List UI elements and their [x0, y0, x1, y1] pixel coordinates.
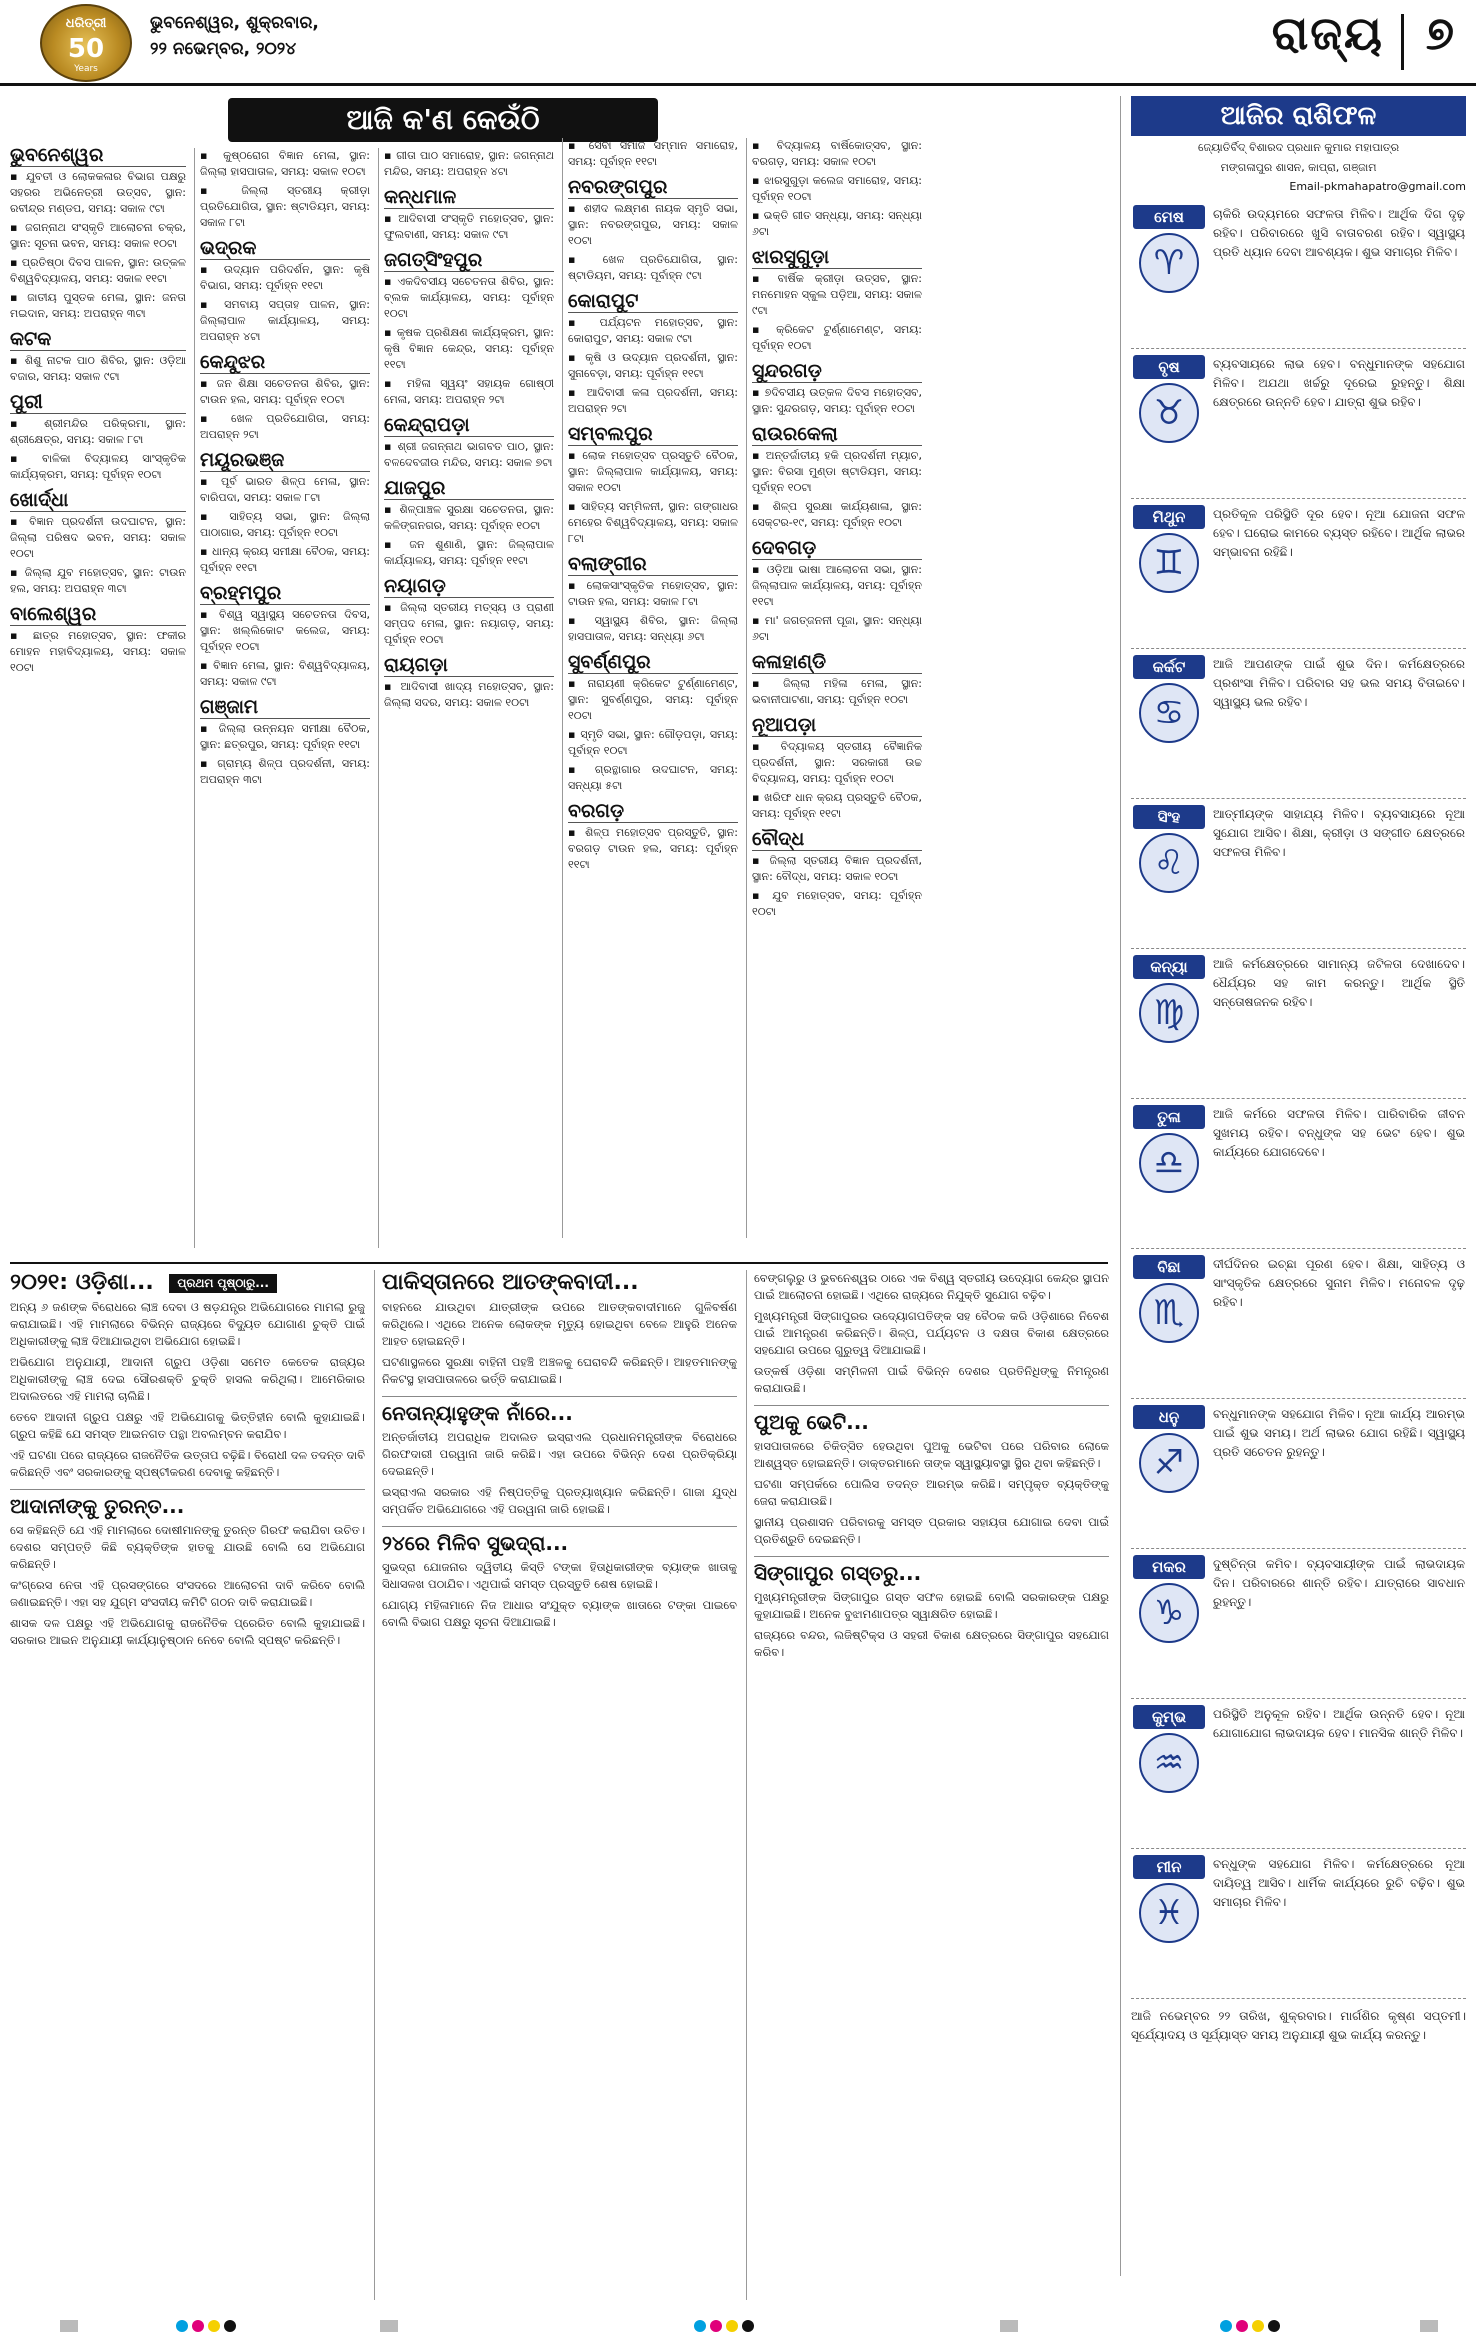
story-paragraph: ଅଭିଯୋଗ ଅନୁଯାୟୀ, ଆଦାନୀ ଗ୍ରୁପ ଓଡ଼ିଶା ସମେତ କେତେକ ରାଜ୍ୟର ଅଧିକାରୀଙ୍କୁ ଲାଞ୍ଚ ଦେଇ ସୌରଶକ୍ତି ଚୁକ୍ତି ହାସଲ କରିଥିଲା। ଆମେରିକାର ଅଦାଲତରେ ଏହି ମାମଲା ଚାଲିଛି। — [10, 1355, 365, 1403]
zodiac-sign-name: କନ୍ୟା — [1133, 955, 1205, 979]
zodiac-sign-entry — [1131, 1549, 1466, 1699]
event-item: ▪ ଶ୍ରୀମନ୍ଦିର ପରିକ୍ରମା, ସ୍ଥାନ: ଶ୍ରୀକ୍ଷେତ୍ର, ସମୟ: ସକାଳ ୮ଟା — [10, 416, 186, 448]
city-heading: କଳାହାଣ୍ଡି — [752, 651, 922, 674]
city-heading: ଜଗତ୍ସିଂହପୁର — [384, 249, 554, 272]
event-item: ▪ ଝାରସୁଗୁଡ଼ା କଲେଜ ସମାରୋହ, ସମୟ: ପୂର୍ବାହ୍ନ ୧୦ଟା — [752, 173, 922, 205]
city-heading: ବ୍ରହ୍ମପୁର — [200, 582, 370, 605]
story-paragraph: ଏହି ଘଟଣା ପରେ ରାଜ୍ୟରେ ରାଜନୈତିକ ଉତ୍ତାପ ବଢ଼ିଛି। ବିରୋଧୀ ଦଳ ତଦନ୍ତ ଦାବି କରିଛନ୍ତି ଏବଂ ସରକାରଙ୍କୁ ସ୍ପଷ୍ଟୀକରଣ ଦେବାକୁ କହିଛନ୍ତି। — [10, 1448, 365, 1479]
zodiac-prediction: ଆତ୍ମୀୟଙ୍କ ସାହାଯ୍ୟ ମିଳିବ। ବ୍ୟବସାୟରେ ନୂଆ ସୁଯୋଗ ଆସିବ। ଶିକ୍ଷା, କ୍ରୀଡ଼ା ଓ ସଙ୍ଗୀତ କ୍ଷେତ୍ରରେ ସଫଳତା ମିଳିବ। — [1213, 807, 1465, 859]
zodiac-sign-entry — [1131, 499, 1466, 649]
event-item: ▪ ଶହୀଦ ଲକ୍ଷ୍ମଣ ନାୟକ ସ୍ମୃତି ସଭା, ସ୍ଥାନ: ନବରଙ୍ଗପୁର, ସମୟ: ସକାଳ ୧୦ଟା — [568, 201, 738, 249]
city-heading: ବରଗଡ଼ — [568, 800, 738, 823]
event-item: ▪ ଯୁବତୀ ଓ ଲୋକକଳାର ବିଭାଗ ପକ୍ଷରୁ ସହରର ଅଭିନେତ୍ରୀ ଉତ୍ସବ, ସ୍ଥାନ: ରବୀନ୍ଦ୍ର ମଣ୍ଡପ, ସମୟ: ସକାଳ ୯ଟା — [10, 169, 186, 217]
events-column — [194, 148, 370, 1248]
zodiac-prediction: ଦୁଷ୍ଚିନ୍ତା କମିବ। ବ୍ୟବସାୟୀଙ୍କ ପାଇଁ ଲାଭଦାୟକ ଦିନ। ପରିବାରରେ ଶାନ୍ତି ରହିବ। ଯାତ୍ରାରେ ସାବଧାନ ରୁହନ୍ତୁ। — [1213, 1557, 1465, 1609]
zodiac-symbol-icon: ♐ — [1139, 1433, 1199, 1493]
registration-block — [1420, 2320, 1438, 2332]
events-column — [10, 138, 186, 1238]
event-item: ▪ ମହିଳା ସ୍ୱୟଂ ସହାୟକ ଗୋଷ୍ଠୀ ମେଳା, ସମୟ: ଅପରାହ୍ନ ୨ଟା — [384, 376, 554, 408]
city-heading: ଗଞ୍ଜାମ — [200, 696, 370, 719]
event-item: ▪ ଜନ ଶୁଣାଣି, ସ୍ଥାନ: ଜିଲ୍ଲାପାଳ କାର୍ଯ୍ୟାଳୟ, ସମୟ: ପୂର୍ବାହ୍ନ ୧୧ଟା — [384, 537, 554, 569]
zodiac-sign-entry — [1131, 199, 1466, 349]
registration-block — [380, 2320, 398, 2332]
zodiac-prediction: ଆଜି କର୍ମରେ ସଫଳତା ମିଳିବ। ପାରିବାରିକ ଜୀବନ ସୁଖମୟ ରହିବ। ବନ୍ଧୁଙ୍କ ସହ ଭେଟ ହେବ। ଶୁଭ କାର୍ଯ୍ୟରେ ଯୋଗଦେବେ। — [1213, 1107, 1465, 1159]
city-heading: କନ୍ଧମାଳ — [384, 186, 554, 209]
zodiac-prediction: ବନ୍ଧୁଙ୍କ ସହଯୋଗ ମିଳିବ। କର୍ମକ୍ଷେତ୍ରରେ ନୂଆ ଦାୟିତ୍ୱ ଆସିବ। ଧାର୍ମିକ କାର୍ଯ୍ୟରେ ରୁଚି ବଢ଼ିବ। ଶୁଭ ସମାଚାର ମିଳିବ। — [1213, 1857, 1465, 1909]
event-item: ▪ ୭ଦିବସୀୟ ଉତ୍କଳ ଦିବସ ମହୋତ୍ସବ, ସ୍ଥାନ: ସୁନ୍ଦରଗଡ଼, ସମୟ: ପୂର୍ବାହ୍ନ ୧୦ଟା — [752, 385, 922, 417]
event-item: ▪ ଜିଲ୍ଲା ମହିଳା ମେଳା, ସ୍ଥାନ: ଭବାନୀପାଟଣା, ସମୟ: ପୂର୍ବାହ୍ନ ୧୦ଟା — [752, 676, 922, 708]
zodiac-sign-entry — [1131, 1699, 1466, 1849]
story-paragraph: ତେବେ ଆଦାନୀ ଗ୍ରୁପ ପକ୍ଷରୁ ଏହି ଅଭିଯୋଗକୁ ଭିତ୍ତିହୀନ ବୋଲି କୁହାଯାଇଛି। ଗ୍ରୁପ କହିଛି ଯେ ସମସ୍ତ ଆଇନଗତ ପନ୍ଥା ଅବଲମ୍ବନ କରାଯିବ। — [10, 1410, 365, 1441]
zodiac-sign-name: ସିଂହ — [1133, 805, 1205, 829]
events-column — [378, 148, 554, 1248]
event-item: ▪ ଗ୍ରାମ୍ୟ ଶିଳ୍ପ ପ୍ରଦର୍ଶନୀ, ସମୟ: ଅପରାହ୍ନ ୩ଟା — [200, 756, 370, 788]
story-paragraph: ସୁଭଦ୍ରା ଯୋଜନାର ଦ୍ୱିତୀୟ କିସ୍ତି ଟଙ୍କା ହିତାଧିକାରୀଙ୍କ ବ୍ୟାଙ୍କ ଖାତାକୁ ସିଧାସଳଖ ପଠାଯିବ। ଏଥିପାଇଁ ସମସ୍ତ ପ୍ରସ୍ତୁତି ଶେଷ ହୋଇଛି। — [382, 1560, 737, 1591]
event-item: ▪ ବାର୍ଷିକ କ୍ରୀଡ଼ା ଉତ୍ସବ, ସ୍ଥାନ: ମନମୋହନ ସ୍କୁଲ ପଡ଼ିଆ, ସମୟ: ସକାଳ ୯ଟା — [752, 271, 922, 319]
city-heading: ବଲାଙ୍ଗୀର — [568, 553, 738, 576]
event-item: ▪ ସେବା ସମାଜ ସମ୍ମାନ ସମାରୋହ, ସମୟ: ପୂର୍ବାହ୍ନ ୧୧ଟା — [568, 138, 738, 170]
event-item: ▪ ଉଦ୍ୟାନ ପରିଦର୍ଶନ, ସ୍ଥାନ: କୃଷି ବିଭାଗ, ସମୟ: ପୂର୍ବାହ୍ନ ୧୧ଟା — [200, 262, 370, 294]
event-item: ▪ ଲୋକସାଂସ୍କୃତିକ ମହୋତ୍ସବ, ସ୍ଥାନ: ଟାଉନ ହଲ, ସମୟ: ସକାଳ ୮ଟା — [568, 578, 738, 610]
event-item: ▪ ବିଜ୍ଞାନ ପ୍ରଦର୍ଶନୀ ଉଦଘାଟନ, ସ୍ଥାନ: ଜିଲ୍ଲା ପରିଷଦ ଭବନ, ସମୟ: ସକାଳ ୧୦ଟା — [10, 514, 186, 562]
city-heading: ରାଉରକେଲା — [752, 423, 922, 446]
zodiac-sign-entry — [1131, 1249, 1466, 1399]
registration-block — [60, 2320, 78, 2332]
event-item: ▪ ଖେଳ ପ୍ରତିଯୋଗିତା, ସ୍ଥାନ: ଷ୍ଟାଡିୟମ, ସମୟ: ପୂର୍ବାହ୍ନ ୯ଟା — [568, 252, 738, 284]
story-paragraph: ଇସ୍ରାଏଲ ସରକାର ଏହି ନିଷ୍ପତ୍ତିକୁ ପ୍ରତ୍ୟାଖ୍ୟାନ କରିଛନ୍ତି। ଗାଜା ଯୁଦ୍ଧ ସମ୍ପର୍କିତ ଅଭିଯୋଗରେ ଏହି ପରୱାନା ଜାରି ହୋଇଛି। — [382, 1485, 737, 1516]
city-heading: ଝାରସୁଗୁଡ଼ା — [752, 246, 922, 269]
sub-headline: ୨୪ରେ ମିଳିବ ସୁଭଦ୍ରା... — [382, 1526, 737, 1555]
events-title: ଆଜି କ'ଣ କେଉଁଠି — [228, 98, 658, 142]
story-paragraph: ମୁଖ୍ୟମନ୍ତ୍ରୀ ସିଙ୍ଗାପୁରର ଉଦ୍ୟୋଗପତିଙ୍କ ସହ ବୈଠକ କରି ଓଡ଼ିଶାରେ ନିବେଶ ପାଇଁ ଆମନ୍ତ୍ରଣ କରିଛନ୍ତି। ଶିଳ୍ପ, ପର୍ଯ୍ୟଟନ ଓ ଦକ୍ଷତା ବିକାଶ କ୍ଷେତ୍ରରେ ସହଯୋଗ ଉପରେ ଗୁରୁତ୍ୱ ଦିଆଯାଇଛି। — [754, 1309, 1109, 1357]
print-registration-bar — [0, 2316, 1476, 2339]
city-heading: ନୟାଗଡ଼ — [384, 575, 554, 598]
zodiac-symbol-icon: ♒ — [1139, 1733, 1199, 1793]
story-paragraph: ଯୋଗ୍ୟ ମହିଳାମାନେ ନିଜ ଆଧାର ସଂଯୁକ୍ତ ବ୍ୟାଙ୍କ ଖାତାରେ ଟଙ୍କା ପାଇବେ ବୋଲି ବିଭାଗ ପକ୍ଷରୁ ସୂଚନା ଦିଆଯାଇଛି। — [382, 1598, 737, 1629]
story-paragraph: ବେଙ୍ଗଲୁରୁ ଓ ଭୁବନେଶ୍ୱର ଠାରେ ଏକ ବିଶ୍ୱ ସ୍ତରୀୟ ଉଦ୍ୟୋଗ କେନ୍ଦ୍ର ସ୍ଥାପନ ପାଇଁ ଆଲୋଚନା ହୋଇଛି। ଏଥିରେ ରାଜ୍ୟରେ ନିଯୁକ୍ତି ସୁଯୋଗ ବଢ଼ିବ। — [754, 1271, 1109, 1302]
event-item: ▪ ଆଦିବାସୀ ଖାଦ୍ୟ ମହୋତ୍ସବ, ସ୍ଥାନ: ଜିଲ୍ଲା ସଦର, ସମୟ: ସକାଳ ୧୦ଟା — [384, 679, 554, 711]
event-item: ▪ ସମବାୟ ସପ୍ତାହ ପାଳନ, ସ୍ଥାନ: ଜିଲ୍ଲାପାଳ କାର୍ଯ୍ୟାଳୟ, ସମୟ: ଅପରାହ୍ନ ୪ଟା — [200, 297, 370, 345]
astrologer-address: ମଙ୍ଗଳାପୁର ଶାସନ, କାପ୍ରା, ଗଞ୍ଜାମ — [1220, 161, 1377, 174]
newspaper-logo[interactable] — [40, 4, 132, 82]
event-item: ▪ ଶିଳ୍ପ ମହୋତ୍ସବ ପ୍ରସ୍ତୁତି, ସ୍ଥାନ: ବରଗଡ଼ ଟାଉନ ହଲ, ସମୟ: ପୂର୍ବାହ୍ନ ୧୧ଟା — [568, 825, 738, 873]
event-item: ▪ ପର୍ଯ୍ୟଟନ ମହୋତ୍ସବ, ସ୍ଥାନ: କୋରାପୁଟ, ସମୟ: ସକାଳ ୯ଟା — [568, 315, 738, 347]
zodiac-sign-entry — [1131, 1849, 1466, 1999]
event-item: ▪ ଏକଦିବସୀୟ ସଚେତନତା ଶିବିର, ସ୍ଥାନ: ବ୍ଲକ କାର୍ଯ୍ୟାଳୟ, ସମୟ: ପୂର୍ବାହ୍ନ ୧୦ଟା — [384, 274, 554, 322]
zodiac-sign-entry — [1131, 349, 1466, 499]
event-item: ▪ ବିଦ୍ୟାଳୟ ବାର୍ଷିକୋତ୍ସବ, ସ୍ଥାନ: ବରଗଡ଼, ସମୟ: ସକାଳ ୧୦ଟା — [752, 138, 922, 170]
page-number: ୭ — [1425, 6, 1454, 60]
zodiac-symbol-icon: ♋ — [1139, 683, 1199, 743]
city-heading: ଖୋର୍ଦ୍ଧା — [10, 489, 186, 512]
city-heading: କେନ୍ଦୁଝର — [200, 351, 370, 374]
registration-dots — [176, 2320, 236, 2332]
zodiac-prediction: ବ୍ୟବସାୟରେ ଲାଭ ହେବ। ବନ୍ଧୁମାନଙ୍କ ସହଯୋଗ ମିଳିବ। ଅଯଥା ଖର୍ଚ୍ଚରୁ ଦୂରେଇ ରୁହନ୍ତୁ। ଶିକ୍ଷା କ୍ଷେତ୍ରରେ ଉନ୍ନତି ହେବ। ଯାତ୍ରା ଶୁଭ ରହିବ। — [1213, 357, 1465, 409]
zodiac-prediction: ଆଜି କର୍ମକ୍ଷେତ୍ରରେ ସାମାନ୍ୟ ଜଟିଳତା ଦେଖାଦେବ। ଧୈର୍ଯ୍ୟର ସହ କାମ କରନ୍ତୁ। ଆର୍ଥିକ ସ୍ଥିତି ସନ୍ତୋଷଜନକ ରହିବ। — [1213, 957, 1465, 1009]
city-heading: କଟକ — [10, 328, 186, 351]
story-paragraph: ଶାସକ ଦଳ ପକ୍ଷରୁ ଏହି ଅଭିଯୋଗକୁ ରାଜନୈତିକ ପ୍ରେରିତ ବୋଲି କୁହାଯାଇଛି। ସରକାର ଆଇନ ଅନୁଯାୟୀ କାର୍ଯ୍ୟାନୁଷ୍ଠାନ ନେବେ ବୋଲି ସ୍ପଷ୍ଟ କରିଛନ୍ତି। — [10, 1616, 365, 1647]
zodiac-sign-entry — [1131, 1399, 1466, 1549]
story-paragraph: ବାହନରେ ଯାଉଥିବା ଯାତ୍ରୀଙ୍କ ଉପରେ ଆତଙ୍କବାଦୀମାନେ ଗୁଳିବର୍ଷଣ କରିଥିଲେ। ଏଥିରେ ଅନେକ ଲୋକଙ୍କ ମୃତ୍ୟୁ ହୋଇଥିବା ବେଳେ ଆହୁରି ଅନେକ ଆହତ ହୋଇଛନ୍ତି। — [382, 1300, 737, 1348]
event-item: ▪ ବିଶ୍ୱ ସ୍ୱାସ୍ଥ୍ୟ ସଚେତନତା ଦିବସ, ସ୍ଥାନ: ଖଲ୍ଲିକୋଟ କଲେଜ, ସମୟ: ପୂର୍ବାହ୍ନ ୧୦ଟା — [200, 607, 370, 655]
story-pakistan — [382, 1270, 737, 2300]
event-item: ▪ ବାଳିକା ବିଦ୍ୟାଳୟ ସାଂସ୍କୃତିକ କାର୍ଯ୍ୟକ୍ରମ, ସମୟ: ପୂର୍ବାହ୍ନ ୧୦ଟା — [10, 451, 186, 483]
astrologer-email[interactable]: Email-pkmahapatro@gmail.com — [1289, 180, 1466, 193]
zodiac-sign-name: ମେଷ — [1133, 205, 1205, 229]
event-item: ▪ ଜିଲ୍ଲା ଉନ୍ନୟନ ସମୀକ୍ଷା ବୈଠକ, ସ୍ଥାନ: ଛତ୍ରପୁର, ସମୟ: ପୂର୍ବାହ୍ନ ୧୧ଟା — [200, 721, 370, 753]
event-item: ▪ ନାରାୟଣୀ କ୍ରିକେଟ ଟୁର୍ଣ୍ଣାମେଣ୍ଟ, ସ୍ଥାନ: ସୁବର୍ଣ୍ଣପୁର, ସମୟ: ପୂର୍ବାହ୍ନ ୧୦ଟା — [568, 676, 738, 724]
events-column — [562, 138, 738, 1238]
zodiac-symbol-icon: ♏ — [1139, 1283, 1199, 1343]
zodiac-sign-entry — [1131, 1099, 1466, 1249]
column-divider — [374, 1270, 375, 2300]
event-item: ▪ ସ୍ମୃତି ସଭା, ସ୍ଥାନ: ଗୌଡ଼ପଡ଼ା, ସମୟ: ପୂର୍ବାହ୍ନ ୧୦ଟା — [568, 727, 738, 759]
event-item: ▪ ଆଦିବାସୀ ସଂସ୍କୃତି ମହୋତ୍ସବ, ସ୍ଥାନ: ଫୁଲବାଣୀ, ସମୟ: ସକାଳ ୯ଟା — [384, 211, 554, 243]
event-item: ▪ ଜିଲ୍ଲା ଯୁବ ମହୋତ୍ସବ, ସ୍ଥାନ: ଟାଉନ ହଲ, ସମୟ: ଅପରାହ୍ନ ୩ଟା — [10, 565, 186, 597]
city-heading: ବୌଦ୍ଧ — [752, 828, 922, 851]
event-item: ▪ ଖେଳ ପ୍ରତିଯୋଗିତା, ସମୟ: ଅପରାହ୍ନ ୨ଟା — [200, 411, 370, 443]
event-item: ▪ ଅନ୍ତର୍ଜାତୀୟ ହକି ପ୍ରଦର୍ଶନୀ ମ୍ୟାଚ, ସ୍ଥାନ: ବିରସା ମୁଣ୍ଡା ଷ୍ଟାଡିୟମ, ସମୟ: ପୂର୍ବାହ୍ନ ୧୦ଟା — [752, 448, 922, 496]
section-divider — [1401, 14, 1404, 70]
dateline-place: ଭୁବନେଶ୍ୱର, ଶୁକ୍ରବାର, — [150, 13, 319, 33]
zodiac-prediction: ବନ୍ଧୁମାନଙ୍କ ସହଯୋଗ ମିଳିବ। ନୂଆ କାର୍ଯ୍ୟ ଆରମ୍ଭ ପାଇଁ ଶୁଭ ସମୟ। ଅର୍ଥ ଲାଭର ଯୋଗ ରହିଛି। ସ୍ୱାସ୍ଥ୍ୟ ପ୍ରତି ସଚେତନ ରୁହନ୍ତୁ। — [1213, 1407, 1465, 1459]
zodiac-symbol-icon: ♈ — [1139, 233, 1199, 293]
city-heading: ମୟୂରଭଞ୍ଜ — [200, 449, 370, 472]
zodiac-prediction: ଚାକିରି ଉଦ୍ୟମରେ ସଫଳତା ମିଳିବ। ଆର୍ଥିକ ଦିଗ ଦୃଢ଼ ରହିବ। ପରିବାରରେ ଖୁସି ବାତାବରଣ ରହିବ। ସ୍ୱାସ୍ଥ୍ୟ ପ୍ରତି ଧ୍ୟାନ ଦେବା ଆବଶ୍ୟକ। ଶୁଭ ସମାଚାର ମିଳିବ। — [1213, 207, 1465, 259]
event-item: ▪ ଗ୍ରନ୍ଥାଗାର ଉଦଘାଟନ, ସମୟ: ସନ୍ଧ୍ୟା ୫ଟା — [568, 762, 738, 794]
event-item: ▪ ସାହିତ୍ୟ ସମ୍ମିଳନୀ, ସ୍ଥାନ: ଗଙ୍ଗାଧର ମେହେର ବିଶ୍ୱବିଦ୍ୟାଳୟ, ସମୟ: ସକାଳ ୮ଟା — [568, 499, 738, 547]
events-section — [10, 98, 1108, 1250]
event-item: ▪ ଲୋକ ମହୋତ୍ସବ ପ୍ରସ୍ତୁତି ବୈଠକ, ସ୍ଥାନ: ଜିଲ୍ଲାପାଳ କାର୍ଯ୍ୟାଳୟ, ସମୟ: ସକାଳ ୧୦ଟା — [568, 448, 738, 496]
event-item: ▪ ଜିଲ୍ଲା ସ୍ତରୀୟ ମତ୍ସ୍ୟ ଓ ପ୍ରାଣୀ ସମ୍ପଦ ମେଳା, ସ୍ଥାନ: ନୟାଗଡ଼, ସମୟ: ପୂର୍ବାହ୍ନ ୧୦ଟା — [384, 600, 554, 648]
zodiac-sign-name: କୁମ୍ଭ — [1133, 1705, 1205, 1729]
event-item: ▪ ଓଡ଼ିଆ ଭାଷା ଆଲୋଚନା ସଭା, ସ୍ଥାନ: ଜିଲ୍ଲାପାଳ କାର୍ଯ୍ୟାଳୟ, ସମୟ: ପୂର୍ବାହ୍ନ ୧୧ଟା — [752, 562, 922, 610]
story-adani-odisha — [10, 1270, 365, 2300]
rashifala-title: ଆଜିର ରାଶିଫଳ — [1131, 96, 1466, 136]
city-heading: ଦେବଗଡ଼ — [752, 537, 922, 560]
story-paragraph: ସ୍ଥାନୀୟ ପ୍ରଶାସନ ପରିବାରକୁ ସମସ୍ତ ପ୍ରକାର ସହାୟତା ଯୋଗାଇ ଦେବା ପାଇଁ ପ୍ରତିଶ୍ରୁତି ଦେଇଛନ୍ତି। — [754, 1515, 1109, 1546]
story-headline: ପାକିସ୍ତାନରେ ଆତଙ୍କବାଦୀ... — [382, 1270, 639, 1295]
event-item: ▪ ଆଦିବାସୀ କଳା ପ୍ରଦର୍ଶନୀ, ସମୟ: ଅପରାହ୍ନ ୨ଟା — [568, 385, 738, 417]
event-item: ▪ ସ୍ୱାସ୍ଥ୍ୟ ଶିବିର, ସ୍ଥାନ: ଜିଲ୍ଲା ହାସପାତାଳ, ସମୟ: ସନ୍ଧ୍ୟା ୬ଟା — [568, 613, 738, 645]
event-item: ▪ ଶିଳ୍ପ ସୁରକ୍ଷା କାର୍ଯ୍ୟଶାଳା, ସ୍ଥାନ: ସେକ୍ଟର-୧୯, ସମୟ: ପୂର୍ବାହ୍ନ ୧୦ଟା — [752, 499, 922, 531]
event-item: ▪ ଶିଶୁ ନାଟକ ପାଠ ଶିବିର, ସ୍ଥାନ: ଓଡ଼ିଆ ବଜାର, ସମୟ: ସକାଳ ୯ଟା — [10, 353, 186, 385]
event-item: ▪ କ୍ରିକେଟ ଟୁର୍ଣ୍ଣାମେଣ୍ଟ, ସମୟ: ପୂର୍ବାହ୍ନ ୧୦ଟା — [752, 322, 922, 354]
news-stories — [10, 1262, 1108, 2308]
city-heading: କେନ୍ଦ୍ରାପଡ଼ା — [384, 414, 554, 437]
event-item: ▪ ସାହିତ୍ୟ ସଭା, ସ୍ଥାନ: ଜିଲ୍ଲା ପାଠାଗାର, ସମୟ: ପୂର୍ବାହ୍ନ ୧୦ଟା — [200, 509, 370, 541]
event-item: ▪ ଛାତ୍ର ମହୋତ୍ସବ, ସ୍ଥାନ: ଫକୀର ମୋହନ ମହାବିଦ୍ୟାଳୟ, ସମୟ: ସକାଳ ୧୦ଟା — [10, 628, 186, 676]
event-item: ▪ ଯୁବ ମହୋତ୍ସବ, ସମୟ: ପୂର୍ବାହ୍ନ ୧୦ଟା — [752, 888, 922, 920]
event-item: ▪ ଶିଳ୍ପାଞ୍ଚଳ ସୁରକ୍ଷା ସଚେତନତା, ସ୍ଥାନ: କଳିଙ୍ଗନଗର, ସମୟ: ପୂର୍ବାହ୍ନ ୧୦ଟା — [384, 502, 554, 534]
dateline-date: ୨୨ ନଭେମ୍ବର, ୨୦୨୪ — [150, 39, 297, 59]
story-paragraph: ଘଟଣା ସମ୍ପର୍କରେ ପୋଲିସ ତଦନ୍ତ ଆରମ୍ଭ କରିଛି। ସମ୍ପୃକ୍ତ ବ୍ୟକ୍ତିଙ୍କୁ ଜେରା କରାଯାଉଛି। — [754, 1477, 1109, 1508]
event-item: ▪ ପୂର୍ବ ଭାରତ ଶିଳ୍ପ ମେଳା, ସ୍ଥାନ: ବାରିପଦା, ସମୟ: ସକାଳ ୮ଟା — [200, 474, 370, 506]
zodiac-prediction: ପ୍ରତିକୂଳ ପରିସ୍ଥିତି ଦୂର ହେବ। ନୂଆ ଯୋଜନା ସଫଳ ହେବ। ଘରୋଇ କାମରେ ବ୍ୟସ୍ତ ରହିବେ। ଆର୍ଥିକ ଲାଭର ସମ୍ଭାବନା ରହିଛି। — [1213, 507, 1465, 559]
zodiac-symbol-icon: ♎ — [1139, 1133, 1199, 1193]
story-paragraph: କଂଗ୍ରେସ ନେତା ଏହି ପ୍ରସଙ୍ଗରେ ସଂସଦରେ ଆଲୋଚନା ଦାବି କରିବେ ବୋଲି ଜଣାଇଛନ୍ତି। ଏହା ସହ ଯୁଗ୍ମ ସଂସଦୀୟ କମିଟି ଗଠନ ଦାବି କରାଯାଇଛି। — [10, 1578, 365, 1609]
story-paragraph: ଘଟଣାସ୍ଥଳରେ ସୁରକ୍ଷା ବାହିନୀ ପହଞ୍ଚି ଅଞ୍ଚଳକୁ ଘେରାବନ୍ଦି କରିଛନ୍ତି। ଆହତମାନଙ୍କୁ ନିକଟସ୍ଥ ହାସପାତାଳରେ ଭର୍ତ୍ତି କରାଯାଇଛି। — [382, 1355, 737, 1386]
zodiac-sign-name: କର୍କଟ — [1133, 655, 1205, 679]
zodiac-symbol-icon: ♓ — [1139, 1883, 1199, 1943]
zodiac-sign-name: ତୁଳା — [1133, 1105, 1205, 1129]
city-heading: ପୁରୀ — [10, 391, 186, 414]
story-paragraph: ଅନ୍ୟ ୬ ଜଣଙ୍କ ବିରୋଧରେ ଲାଞ୍ଚ ଦେବା ଓ ଷଡ଼ଯନ୍ତ୍ର ଅଭିଯୋଗରେ ମାମଲା ରୁଜୁ କରାଯାଇଛି। ଏହି ମାମଲାରେ ବିଭିନ୍ନ ରାଜ୍ୟରେ ବିଦ୍ୟୁତ ଯୋଗାଣ ଚୁକ୍ତି ପାଇଁ ଅଧିକାରୀଙ୍କୁ ଲାଞ୍ଚ ଦିଆଯାଇଥିବା ଅଭିଯୋଗ ହୋଇଛି। — [10, 1300, 365, 1348]
zodiac-sign-name: ମକର — [1133, 1555, 1205, 1579]
event-item: ▪ ଶ୍ରୀ ଜଗନ୍ନାଥ ଭାଗବତ ପାଠ, ସ୍ଥାନ: ବଳଦେବଜୀଉ ମନ୍ଦିର, ସମୟ: ସକାଳ ୭ଟା — [384, 439, 554, 471]
continued-tag: ପ୍ରଥମ ପୃଷ୍ଠାରୁ... — [169, 1274, 277, 1293]
story-singapore — [754, 1270, 1109, 2300]
zodiac-sign-entry — [1131, 649, 1466, 799]
zodiac-sign-name: ବିଛା — [1133, 1255, 1205, 1279]
registration-dots — [1220, 2320, 1280, 2332]
registration-block — [1000, 2320, 1018, 2332]
event-item: ▪ ଜନ ଶିକ୍ଷା ସଚେତନତା ଶିବିର, ସ୍ଥାନ: ଟାଉନ ହଲ, ସମୟ: ପୂର୍ବାହ୍ନ ୧୦ଟା — [200, 376, 370, 408]
event-item: ▪ ଜଗନ୍ନାଥ ସଂସ୍କୃତି ଆଲୋଚନା ଚକ୍ର, ସ୍ଥାନ: ସୂଚନା ଭବନ, ସମୟ: ସକାଳ ୧୦ଟା — [10, 220, 186, 252]
event-item: ▪ ମା' ଜଗତ୍ଜନନୀ ପୂଜା, ସ୍ଥାନ: ସନ୍ଧ୍ୟା ୬ଟା — [752, 613, 922, 645]
sub-headline: ନେତାନ୍ୟାହୁଙ୍କ ନାଁରେ... — [382, 1396, 737, 1425]
zodiac-sign-name: ମିଥୁନ — [1133, 505, 1205, 529]
event-item: ▪ ବିଦ୍ୟାଳୟ ସ୍ତରୀୟ ବୈଜ୍ଞାନିକ ପ୍ରଦର୍ଶନୀ, ସ୍ଥାନ: ସରକାରୀ ଉଚ୍ଚ ବିଦ୍ୟାଳୟ, ସମୟ: ପୂର୍ବାହ୍ନ ୧୦ଟା — [752, 739, 922, 787]
story-paragraph: ହାସପାତାଳରେ ଚିକିତ୍ସିତ ହେଉଥିବା ପୁଅକୁ ଭେଟିବା ପରେ ପରିବାର ଲୋକେ ଆଶ୍ୱସ୍ତ ହୋଇଛନ୍ତି। ଡାକ୍ତରମାନେ ତାଙ୍କ ସ୍ୱାସ୍ଥ୍ୟାବସ୍ଥା ସ୍ଥିର ଥିବା କହିଛନ୍ତି। — [754, 1439, 1109, 1470]
event-item: ▪ ଧାନ୍ୟ କ୍ରୟ ସମୀକ୍ଷା ବୈଠକ, ସମୟ: ପୂର୍ବାହ୍ନ ୧୧ଟା — [200, 544, 370, 576]
zodiac-symbol-icon: ♑ — [1139, 1583, 1199, 1643]
astrologer-name: ଜ୍ୟୋତିର୍ବିଦ୍ ବିଶାରଦ ପ୍ରଧାନ କୁମାର ମହାପାତ୍ର — [1197, 141, 1400, 154]
event-item: ▪ ପ୍ରତିଷ୍ଠା ଦିବସ ପାଳନ, ସ୍ଥାନ: ଉତ୍କଳ ବିଶ୍ୱବିଦ୍ୟାଳୟ, ସମୟ: ସକାଳ ୧୧ଟା — [10, 255, 186, 287]
city-heading: ସୁବର୍ଣ୍ଣପୁର — [568, 651, 738, 674]
event-item: ▪ କୃଷକ ପ୍ରଶିକ୍ଷଣ କାର୍ଯ୍ୟକ୍ରମ, ସ୍ଥାନ: କୃଷି ବିଜ୍ଞାନ କେନ୍ଦ୍ର, ସମୟ: ପୂର୍ବାହ୍ନ ୧୧ଟା — [384, 325, 554, 373]
story-paragraph: ଉତ୍କର୍ଷ ଓଡ଼ିଶା ସମ୍ମିଳନୀ ପାଇଁ ବିଭିନ୍ନ ଦେଶର ପ୍ରତିନିଧିଙ୍କୁ ନିମନ୍ତ୍ରଣ କରାଯାଉଛି। — [754, 1364, 1109, 1395]
sub-headline: ସିଙ୍ଗାପୁର ଗସ୍ତରୁ... — [754, 1556, 1109, 1585]
rashifala-sidebar — [1120, 96, 1466, 2276]
zodiac-symbol-icon: ♍ — [1139, 983, 1199, 1043]
event-item: ▪ କୃଷି ଓ ଉଦ୍ୟାନ ପ୍ରଦର୍ଶନୀ, ସ୍ଥାନ: ସୁନାବେଡ଼ା, ସମୟ: ପୂର୍ବାହ୍ନ ୧୧ଟା — [568, 350, 738, 382]
zodiac-sign-entry — [1131, 949, 1466, 1099]
zodiac-prediction: ଦୀର୍ଘଦିନର ଇଚ୍ଛା ପୂରଣ ହେବ। ଶିକ୍ଷା, ସାହିତ୍ୟ ଓ ସାଂସ୍କୃତିକ କ୍ଷେତ୍ରରେ ସୁନାମ ମିଳିବ। ମନୋବଳ ଦୃଢ଼ ରହିବ। — [1213, 1257, 1465, 1309]
story-paragraph: ମୁଖ୍ୟମନ୍ତ୍ରୀଙ୍କ ସିଙ୍ଗାପୁର ଗସ୍ତ ସଫଳ ହୋଇଛି ବୋଲି ସରକାରଙ୍କ ପକ୍ଷରୁ କୁହାଯାଇଛି। ଅନେକ ବୁଝାମଣାପତ୍ର ସ୍ୱାକ୍ଷରିତ ହୋଇଛି। — [754, 1590, 1109, 1621]
city-heading: ନୂଆପଡ଼ା — [752, 714, 922, 737]
event-item: ▪ ଖରିଫ ଧାନ କ୍ରୟ ପ୍ରସ୍ତୁତି ବୈଠକ, ସମୟ: ପୂର୍ବାହ୍ନ ୧୧ଟା — [752, 790, 922, 822]
zodiac-sign-name: ମୀନ — [1133, 1855, 1205, 1879]
story-paragraph: ସେ କହିଛନ୍ତି ଯେ ଏହି ମାମଲାରେ ଦୋଷୀମାନଙ୍କୁ ତୁରନ୍ତ ଗିରଫ କରାଯିବା ଉଚିତ। ଦେଶର ସମ୍ପତ୍ତି କିଛି ବ୍ୟକ୍ତିଙ୍କ ହାତକୁ ଯାଉଛି ବୋଲି ସେ ଅଭିଯୋଗ କରିଛନ୍ତି। — [10, 1523, 365, 1571]
zodiac-symbol-icon: ♊ — [1139, 533, 1199, 593]
city-heading: ବାଲେଶ୍ୱର — [10, 603, 186, 626]
event-item: ▪ ଜାତୀୟ ପୁସ୍ତକ ମେଳା, ସ୍ଥାନ: ଜନତା ମଇଦାନ, ସମୟ: ଅପରାହ୍ନ ୩ଟା — [10, 290, 186, 322]
section-title: ରାଜ୍ୟ — [1271, 6, 1384, 60]
story-headline — [10, 1270, 365, 1295]
zodiac-sign-entry — [1131, 799, 1466, 949]
zodiac-symbol-icon: ♉ — [1139, 383, 1199, 443]
zodiac-symbol-icon: ♌ — [1139, 833, 1199, 893]
city-heading: ନବରଙ୍ଗପୁର — [568, 176, 738, 199]
zodiac-sign-name: ବୃଷ — [1133, 355, 1205, 379]
headline-text: ୨୦୨୧: ଓଡ଼ିଶା... — [10, 1270, 154, 1295]
column-divider — [746, 1270, 747, 2300]
event-item: ▪ ଭକ୍ତି ଗୀତ ସନ୍ଧ୍ୟା, ସମୟ: ସନ୍ଧ୍ୟା ୬ଟା — [752, 208, 922, 240]
event-item: ▪ ଜିଲ୍ଲା ସ୍ତରୀୟ କ୍ରୀଡ଼ା ପ୍ରତିଯୋଗିତା, ସ୍ଥାନ: ଷ୍ଟାଡିୟମ, ସମୟ: ସକାଳ ୮ଟା — [200, 183, 370, 231]
masthead — [0, 0, 1476, 86]
zodiac-sign-name: ଧନୁ — [1133, 1405, 1205, 1429]
zodiac-prediction: ଆଜି ଆପଣଙ୍କ ପାଇଁ ଶୁଭ ଦିନ। କର୍ମକ୍ଷେତ୍ରରେ ପ୍ରଶଂସା ମିଳିବ। ପରିବାର ସହ ଭଲ ସମୟ ବିତାଇବେ। ସ୍ୱାସ୍ଥ୍ୟ ଭଲ ରହିବ। — [1213, 657, 1465, 709]
city-heading: ସୁନ୍ଦରଗଡ଼ — [752, 360, 922, 383]
story-paragraph: ଅନ୍ତର୍ଜାତୀୟ ଅପରାଧିକ ଅଦାଲତ ଇସ୍ରାଏଲ ପ୍ରଧାନମନ୍ତ୍ରୀଙ୍କ ବିରୋଧରେ ଗିରଫଦାରୀ ପରୱାନା ଜାରି କରିଛି। ଏହା ଉପରେ ବିଭିନ୍ନ ଦେଶ ପ୍ରତିକ୍ରିୟା ଦେଇଛନ୍ତି। — [382, 1430, 737, 1478]
event-item: ▪ ବିଜ୍ଞାନ ମେଳା, ସ୍ଥାନ: ବିଶ୍ୱବିଦ୍ୟାଳୟ, ସମୟ: ସକାଳ ୯ଟା — [200, 658, 370, 690]
panjika-footer: ଆଜି ନଭେମ୍ବର ୨୨ ତାରିଖ, ଶୁକ୍ରବାର। ମାର୍ଗଶିର କୃଷ୍ଣ ସପ୍ତମୀ। ସୂର୍ଯ୍ୟୋଦୟ ଓ ସୂର୍ଯ୍ୟାସ୍ତ ସମୟ ଅନୁଯାୟୀ ଶୁଭ କାର୍ଯ୍ୟ କରନ୍ତୁ। — [1131, 2009, 1466, 2042]
events-column — [746, 138, 922, 1238]
city-heading: ସମ୍ବଲପୁର — [568, 423, 738, 446]
registration-dots — [694, 2320, 754, 2332]
logo-name: ଧରିତ୍ରୀ — [65, 16, 107, 31]
event-item: ▪ ଜିଲ୍ଲା ସ୍ତରୀୟ ବିଜ୍ଞାନ ପ୍ରଦର୍ଶନୀ, ସ୍ଥାନ: ବୌଦ୍ଧ, ସମୟ: ସକାଳ ୧୦ଟା — [752, 853, 922, 885]
logo-number: 50 — [67, 34, 105, 64]
city-heading: ରାୟଗଡ଼ା — [384, 654, 554, 677]
city-heading: ଭୁବନେଶ୍ୱର — [10, 144, 186, 167]
story-paragraph: ରାଜ୍ୟରେ ବନ୍ଦର, ଲଜିଷ୍ଟିକ୍ସ ଓ ସହରୀ ବିକାଶ କ୍ଷେତ୍ରରେ ସିଙ୍ଗାପୁର ସହଯୋଗ କରିବ। — [754, 1628, 1109, 1659]
event-item: ▪ କୁଷ୍ଠରୋଗ ବିଜ୍ଞାନ ମେଳା, ସ୍ଥାନ: ଜିଲ୍ଲା ହାସପାତାଳ, ସମୟ: ସକାଳ ୧୦ଟା — [200, 148, 370, 180]
event-item: ▪ ଗୀତା ପାଠ ସମାରୋହ, ସ୍ଥାନ: ଜଗନ୍ନାଥ ମନ୍ଦିର, ସମୟ: ଅପରାହ୍ନ ୪ଟା — [384, 148, 554, 180]
city-heading: ଯାଜପୁର — [384, 477, 554, 500]
zodiac-prediction: ପରିସ୍ଥିତି ଅନୁକୂଳ ରହିବ। ଆର୍ଥିକ ଉନ୍ନତି ହେବ। ନୂଆ ଯୋଗାଯୋଗ ଲାଭଦାୟକ ହେବ। ମାନସିକ ଶାନ୍ତି ମିଳିବ। — [1213, 1707, 1465, 1740]
sub-headline: ପୁଅକୁ ଭେଟି... — [754, 1405, 1109, 1434]
city-heading: ଭଦ୍ରକ — [200, 237, 370, 260]
dateline — [150, 10, 319, 62]
logo-sub: Years — [74, 64, 98, 74]
sub-headline: ଆଦାନୀଙ୍କୁ ତୁରନ୍ତ... — [10, 1489, 365, 1518]
city-heading: କୋରାପୁଟ — [568, 290, 738, 313]
